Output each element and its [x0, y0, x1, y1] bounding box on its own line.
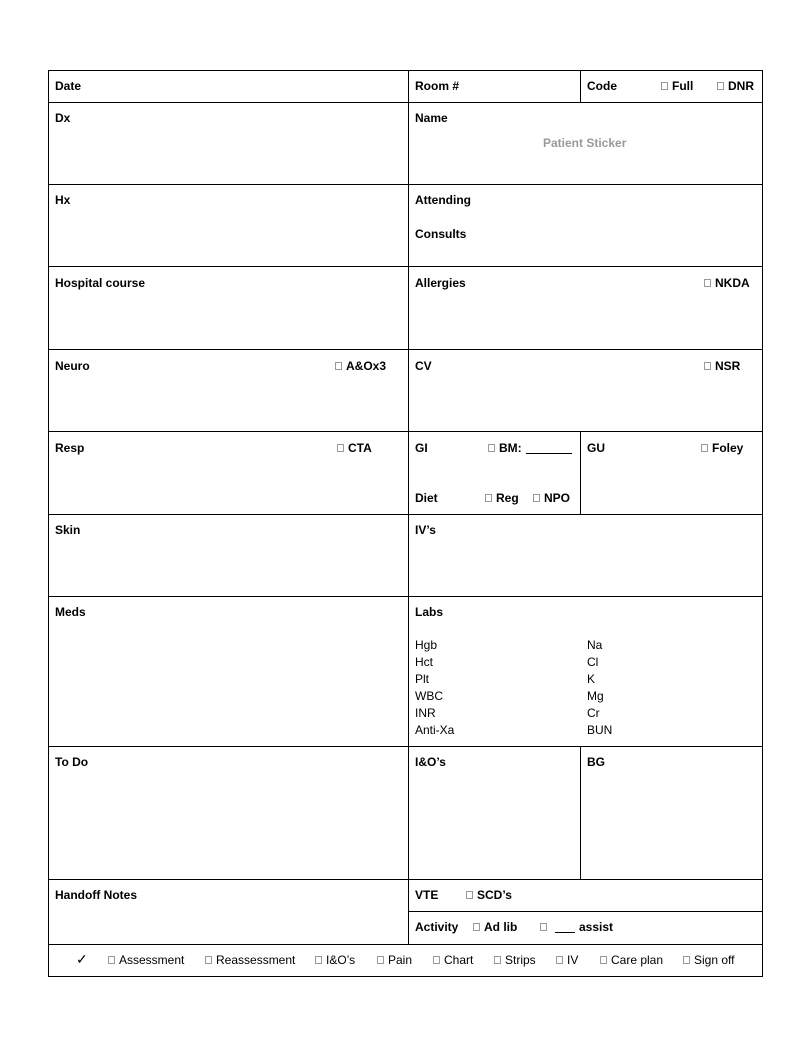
vte-cell[interactable] [408, 879, 763, 912]
cv-label: CV [415, 359, 432, 373]
dx-label: Dx [55, 111, 71, 125]
io-cell[interactable] [408, 746, 581, 880]
checkbox-icon[interactable] [466, 891, 473, 899]
room-cell[interactable] [408, 70, 581, 103]
attending-cell[interactable] [408, 184, 763, 267]
gu-label: GU [587, 441, 605, 455]
checkbox-icon[interactable] [683, 956, 690, 964]
checklist-label: I&O’s [326, 953, 356, 967]
neuro-cell[interactable] [48, 349, 409, 432]
todo-label: To Do [55, 755, 89, 769]
lab-mg: Mg [587, 689, 604, 703]
hospital-course-cell[interactable] [48, 266, 409, 350]
lab-bun: BUN [587, 723, 613, 737]
gi-label: GI [415, 441, 428, 455]
checkbox-icon[interactable] [556, 956, 563, 964]
checkmark-icon: ✓ [76, 951, 88, 967]
foley-label: Foley [712, 441, 744, 455]
todo-cell[interactable] [48, 746, 409, 880]
checklist-care-plan[interactable] [600, 953, 663, 967]
name-label: Name [415, 111, 448, 125]
activity-cell[interactable] [408, 911, 763, 945]
lab-k: K [587, 672, 596, 686]
gi-cell[interactable] [408, 431, 581, 515]
checklist-row [48, 944, 763, 977]
checkbox-icon[interactable] [488, 444, 495, 452]
checkbox-icon[interactable] [600, 956, 607, 964]
vte-label: VTE [415, 888, 439, 902]
checkbox-icon[interactable] [377, 956, 384, 964]
handoff-notes-label: Handoff Notes [55, 888, 137, 902]
checkbox-icon[interactable] [433, 956, 440, 964]
checkbox-icon[interactable] [704, 362, 711, 370]
cta-label: CTA [348, 441, 372, 455]
date-label: Date [55, 79, 82, 93]
room-label: Room # [415, 79, 460, 93]
attending-label: Attending [415, 193, 471, 207]
cta-option[interactable] [337, 441, 372, 455]
allergies-label: Allergies [415, 276, 466, 290]
checkbox-icon[interactable] [661, 82, 668, 90]
checklist-assessment[interactable] [108, 953, 184, 967]
patient-sticker-placeholder: Patient Sticker [543, 136, 627, 150]
checkbox-icon[interactable] [335, 362, 342, 370]
bg-cell[interactable] [580, 746, 763, 880]
handoff-sheet [48, 70, 763, 978]
nkda-option[interactable] [704, 276, 750, 290]
resp-label: Resp [55, 441, 85, 455]
checkbox-icon[interactable] [337, 444, 344, 452]
meds-cell[interactable] [48, 596, 409, 747]
diet-npo-label: NPO [544, 491, 571, 505]
io-label: I&O’s [415, 755, 446, 769]
code-full-label: Full [672, 79, 694, 93]
cv-cell[interactable] [408, 349, 763, 432]
checklist-label: Assessment [119, 953, 185, 967]
checklist-label: Strips [505, 953, 536, 967]
checklist-sign-off[interactable] [683, 953, 734, 967]
code-full-option[interactable] [661, 79, 693, 93]
checklist-label: Pain [388, 953, 413, 967]
checkbox-icon[interactable] [701, 444, 708, 452]
checkbox-icon[interactable] [315, 956, 322, 964]
skin-cell[interactable] [48, 514, 409, 597]
checkbox-icon[interactable] [717, 82, 724, 90]
assist-option[interactable] [540, 920, 613, 934]
activity-label: Activity [415, 920, 459, 934]
labs-label: Labs [415, 605, 444, 619]
checklist-reassessment[interactable] [205, 953, 295, 967]
checkbox-icon[interactable] [704, 279, 711, 287]
checklist-pain[interactable] [377, 953, 412, 967]
foley-option[interactable] [701, 441, 743, 455]
lab-hgb: Hgb [415, 638, 438, 652]
checklist-io[interactable] [315, 953, 355, 967]
code-label: Code [587, 79, 617, 93]
checklist-label: IV [567, 953, 579, 967]
checklist-label: Sign off [694, 953, 735, 967]
checkbox-icon[interactable] [494, 956, 501, 964]
lab-inr: INR [415, 706, 436, 720]
lab-plt: Plt [415, 672, 430, 686]
scd-label: SCD’s [477, 888, 512, 902]
neuro-label: Neuro [55, 359, 90, 373]
dx-cell[interactable] [48, 102, 409, 185]
lab-cr: Cr [587, 706, 600, 720]
hospital-course-label: Hospital course [55, 276, 146, 290]
hx-label: Hx [55, 193, 71, 207]
diet-npo-option[interactable] [533, 491, 570, 505]
consults-label: Consults [415, 227, 467, 241]
date-cell[interactable] [48, 70, 409, 103]
name-cell[interactable] [408, 102, 763, 185]
diet-label: Diet [415, 491, 438, 505]
assist-blank-line[interactable] [555, 922, 575, 933]
checkbox-icon[interactable] [540, 923, 547, 931]
bm-option[interactable] [488, 441, 572, 455]
scd-option[interactable] [466, 888, 512, 902]
resp-cell[interactable] [48, 431, 409, 515]
allergies-cell[interactable] [408, 266, 763, 350]
checkbox-icon[interactable] [205, 956, 212, 964]
bm-label: BM: [499, 441, 522, 455]
lab-wbc: WBC [415, 689, 443, 703]
aox3-label: A&Ox3 [346, 359, 387, 373]
checklist-label: Care plan [611, 953, 664, 967]
diet-reg-option[interactable] [485, 491, 519, 505]
adlib-label: Ad lib [484, 920, 518, 934]
gu-cell[interactable] [580, 431, 763, 515]
checkbox-icon[interactable] [533, 494, 540, 502]
checklist-label: Chart [444, 953, 474, 967]
checkbox-icon[interactable] [473, 923, 480, 931]
checklist-iv[interactable] [556, 953, 578, 967]
lab-anti-xa: Anti-Xa [415, 723, 455, 737]
nsr-label: NSR [715, 359, 741, 373]
code-dnr-option[interactable] [717, 79, 754, 93]
bg-label: BG [587, 755, 605, 769]
ivs-cell[interactable] [408, 514, 763, 597]
code-cell [580, 70, 763, 103]
code-dnr-label: DNR [728, 79, 754, 93]
nsr-option[interactable] [704, 359, 740, 373]
ivs-label: IV’s [415, 523, 436, 537]
meds-label: Meds [55, 605, 86, 619]
lab-na: Na [587, 638, 603, 652]
checkbox-icon[interactable] [108, 956, 115, 964]
skin-label: Skin [55, 523, 81, 537]
lab-cl: Cl [587, 655, 599, 669]
lab-hct: Hct [415, 655, 433, 669]
checkbox-icon[interactable] [485, 494, 492, 502]
labs-cell[interactable] [408, 596, 763, 747]
checklist-label: Reassessment [216, 953, 296, 967]
handoff-notes-cell[interactable] [48, 879, 409, 945]
checklist-chart[interactable] [433, 953, 473, 967]
aox3-option[interactable] [335, 359, 386, 373]
diet-reg-label: Reg [496, 491, 519, 505]
hx-cell[interactable] [48, 184, 409, 267]
checklist-strips[interactable] [494, 953, 536, 967]
bm-blank-line[interactable] [526, 443, 572, 454]
adlib-option[interactable] [473, 920, 517, 934]
assist-label: assist [579, 920, 614, 934]
nkda-label: NKDA [715, 276, 750, 290]
